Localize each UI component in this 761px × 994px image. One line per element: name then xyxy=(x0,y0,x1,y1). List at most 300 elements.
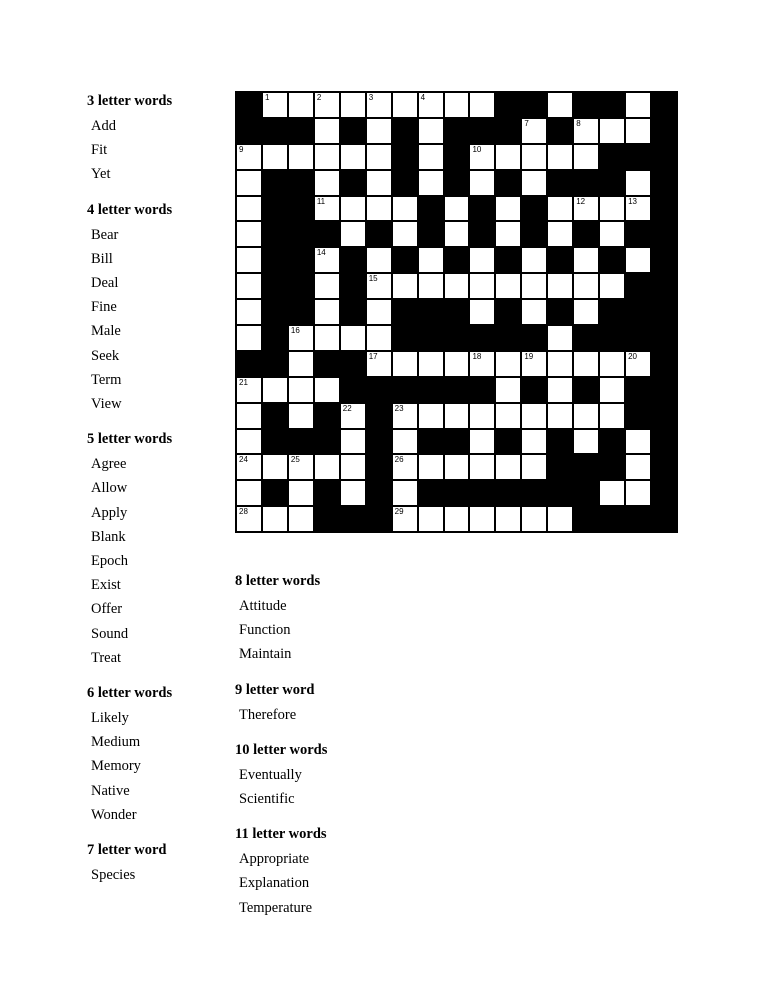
grid-block xyxy=(262,325,288,351)
grid-cell[interactable] xyxy=(366,351,392,377)
clue-number: 15 xyxy=(368,274,378,284)
grid-block xyxy=(625,377,651,403)
grid-cell[interactable] xyxy=(236,480,262,506)
grid-block xyxy=(651,454,677,480)
word-group xyxy=(235,680,435,727)
grid-cell[interactable] xyxy=(573,273,599,299)
grid-cell[interactable] xyxy=(573,299,599,325)
grid-cell[interactable] xyxy=(547,377,573,403)
grid-block xyxy=(651,377,677,403)
grid-cell[interactable] xyxy=(495,351,521,377)
grid-block xyxy=(340,247,366,273)
grid-cell[interactable] xyxy=(547,144,573,170)
grid-block xyxy=(625,273,651,299)
grid-cell[interactable] xyxy=(444,273,470,299)
grid-cell[interactable] xyxy=(314,144,340,170)
grid-cell[interactable] xyxy=(340,454,366,480)
grid-cell[interactable] xyxy=(547,325,573,351)
clue-number: 23 xyxy=(394,403,404,413)
clue-number: 12 xyxy=(576,196,586,206)
clue-number: 14 xyxy=(316,248,326,258)
grid-cell[interactable] xyxy=(288,144,314,170)
grid-cell[interactable] xyxy=(495,377,521,403)
grid-cell[interactable] xyxy=(573,429,599,455)
word-list-right xyxy=(235,571,435,933)
word-list-left xyxy=(87,91,227,900)
grid-block xyxy=(288,118,314,144)
grid-block xyxy=(573,221,599,247)
grid-block xyxy=(495,325,521,351)
grid-cell[interactable] xyxy=(236,196,262,222)
clue-number: 16 xyxy=(290,326,300,336)
grid-cell[interactable] xyxy=(392,92,418,118)
grid-block xyxy=(444,480,470,506)
grid-cell[interactable] xyxy=(625,247,651,273)
grid-block xyxy=(418,377,444,403)
grid-cell[interactable] xyxy=(599,480,625,506)
grid-cell[interactable] xyxy=(444,221,470,247)
grid-cell[interactable] xyxy=(392,429,418,455)
word-item: Blank xyxy=(91,528,126,545)
word-item: Fit xyxy=(91,142,108,159)
grid-block xyxy=(651,196,677,222)
grid-cell[interactable] xyxy=(392,454,418,480)
word-item: Agree xyxy=(91,456,127,473)
grid-cell[interactable] xyxy=(444,351,470,377)
grid-block xyxy=(262,351,288,377)
grid-block xyxy=(340,118,366,144)
grid-cell[interactable] xyxy=(418,170,444,196)
grid-cell[interactable] xyxy=(599,377,625,403)
grid-block xyxy=(625,221,651,247)
grid-cell[interactable] xyxy=(418,247,444,273)
grid-block xyxy=(495,480,521,506)
grid-cell[interactable] xyxy=(469,92,495,118)
clue-number: 5 xyxy=(575,92,580,101)
clue-number: 29 xyxy=(394,507,404,517)
grid-block xyxy=(469,221,495,247)
grid-cell[interactable] xyxy=(366,273,392,299)
grid-cell[interactable] xyxy=(392,506,418,532)
word-item: Epoch xyxy=(91,553,129,570)
grid-cell[interactable] xyxy=(288,92,314,118)
grid-block xyxy=(418,429,444,455)
grid-cell[interactable] xyxy=(521,144,547,170)
grid-cell[interactable] xyxy=(288,454,314,480)
clue-number: 8 xyxy=(576,118,581,128)
grid-cell[interactable] xyxy=(340,403,366,429)
grid-block xyxy=(651,403,677,429)
grid-cell[interactable] xyxy=(573,403,599,429)
word-item: Term xyxy=(91,371,122,388)
grid-block xyxy=(444,118,470,144)
grid-block xyxy=(547,454,573,480)
grid-cell[interactable] xyxy=(236,299,262,325)
word-group-title: 9 letter word xyxy=(235,681,315,698)
grid-block xyxy=(392,247,418,273)
grid-cell[interactable] xyxy=(314,247,340,273)
grid-cell[interactable] xyxy=(262,377,288,403)
grid-cell[interactable] xyxy=(340,429,366,455)
grid-block xyxy=(340,351,366,377)
grid-block xyxy=(444,247,470,273)
clue-number: 24 xyxy=(239,455,248,465)
grid-block xyxy=(521,92,547,118)
grid-cell[interactable] xyxy=(314,377,340,403)
grid-block xyxy=(262,170,288,196)
grid-cell[interactable] xyxy=(236,221,262,247)
grid-cell[interactable] xyxy=(625,454,651,480)
grid-cell[interactable] xyxy=(599,196,625,222)
grid-block xyxy=(262,299,288,325)
word-item: Attitude xyxy=(239,598,287,614)
grid-block xyxy=(625,506,651,532)
grid-cell[interactable] xyxy=(236,325,262,351)
grid-cell[interactable] xyxy=(521,506,547,532)
grid-cell[interactable] xyxy=(469,454,495,480)
grid-cell[interactable] xyxy=(418,92,444,118)
grid-cell[interactable] xyxy=(547,403,573,429)
grid-block xyxy=(573,92,599,118)
grid-cell[interactable] xyxy=(340,480,366,506)
grid-block xyxy=(392,325,418,351)
grid-block xyxy=(521,480,547,506)
grid-cell[interactable] xyxy=(340,92,366,118)
grid-cell[interactable] xyxy=(469,429,495,455)
clue-number: 18 xyxy=(472,351,482,361)
grid-cell[interactable] xyxy=(340,221,366,247)
grid-block xyxy=(651,506,677,532)
word-item: Memory xyxy=(91,758,141,775)
grid-cell[interactable] xyxy=(236,429,262,455)
grid-cell[interactable] xyxy=(288,325,314,351)
grid-block xyxy=(547,429,573,455)
clue-number: 11 xyxy=(316,196,326,206)
grid-cell[interactable] xyxy=(340,144,366,170)
grid-cell[interactable] xyxy=(314,325,340,351)
clue-number: 19 xyxy=(524,351,534,361)
grid-cell[interactable] xyxy=(418,403,444,429)
grid-block xyxy=(288,299,314,325)
grid-cell[interactable] xyxy=(262,454,288,480)
grid-cell[interactable] xyxy=(469,247,495,273)
clue-number: 21 xyxy=(239,377,248,387)
grid-cell[interactable] xyxy=(521,170,547,196)
grid-cell[interactable] xyxy=(625,170,651,196)
grid-cell[interactable] xyxy=(288,377,314,403)
grid-cell[interactable] xyxy=(469,170,495,196)
word-item: Add xyxy=(91,118,116,134)
grid-block xyxy=(262,118,288,144)
grid-block xyxy=(236,351,262,377)
clue-number: 6 xyxy=(653,92,658,101)
grid-block xyxy=(314,429,340,455)
grid-block xyxy=(366,403,392,429)
grid-block xyxy=(495,118,521,144)
grid-block xyxy=(392,299,418,325)
word-list xyxy=(87,452,227,670)
grid-cell[interactable] xyxy=(418,351,444,377)
grid-block xyxy=(340,377,366,403)
grid-cell[interactable] xyxy=(573,247,599,273)
grid-cell[interactable] xyxy=(625,351,651,377)
grid-block xyxy=(392,377,418,403)
grid-cell[interactable] xyxy=(262,506,288,532)
grid-cell[interactable] xyxy=(495,506,521,532)
grid-cell[interactable] xyxy=(392,403,418,429)
grid-block xyxy=(599,325,625,351)
grid-cell[interactable] xyxy=(547,221,573,247)
grid-cell[interactable] xyxy=(340,325,366,351)
grid-block xyxy=(288,273,314,299)
grid-block xyxy=(469,118,495,144)
word-item: Apply xyxy=(91,504,128,521)
grid-cell[interactable] xyxy=(392,480,418,506)
word-group-title: 11 letter words xyxy=(235,826,327,843)
grid-block xyxy=(495,299,521,325)
grid-block xyxy=(340,170,366,196)
word-group-title: 3 letter words xyxy=(87,93,173,109)
word-group-title: 8 letter words xyxy=(235,573,321,589)
grid-cell[interactable] xyxy=(340,196,366,222)
grid-block xyxy=(469,377,495,403)
grid-cell[interactable] xyxy=(314,92,340,118)
word-list xyxy=(235,847,435,920)
grid-cell[interactable] xyxy=(495,273,521,299)
grid-cell[interactable] xyxy=(521,247,547,273)
clue-number: 28 xyxy=(239,507,248,517)
grid-cell[interactable] xyxy=(418,506,444,532)
grid-cell[interactable] xyxy=(366,247,392,273)
grid-cell[interactable] xyxy=(236,144,262,170)
grid-block xyxy=(366,480,392,506)
grid-cell[interactable] xyxy=(366,118,392,144)
grid-block xyxy=(288,247,314,273)
grid-block xyxy=(521,377,547,403)
word-group xyxy=(87,429,227,670)
grid-block xyxy=(599,506,625,532)
grid-cell[interactable] xyxy=(469,299,495,325)
grid-block xyxy=(444,299,470,325)
grid-block xyxy=(651,273,677,299)
word-group-title: 7 letter word xyxy=(87,842,167,859)
word-item: Native xyxy=(91,782,130,799)
clue-number: 25 xyxy=(290,455,300,465)
grid-cell[interactable] xyxy=(288,480,314,506)
grid-cell[interactable] xyxy=(469,403,495,429)
word-item: Therefore xyxy=(239,706,297,723)
grid-block xyxy=(262,429,288,455)
grid-block xyxy=(573,377,599,403)
clue-number: 22 xyxy=(342,403,352,413)
word-item: Species xyxy=(91,867,136,884)
grid-cell[interactable] xyxy=(236,170,262,196)
grid-block xyxy=(418,480,444,506)
grid-cell[interactable] xyxy=(366,299,392,325)
grid-cell[interactable] xyxy=(418,144,444,170)
grid-block xyxy=(469,480,495,506)
grid-block xyxy=(651,429,677,455)
grid-block xyxy=(392,170,418,196)
grid-cell[interactable] xyxy=(625,480,651,506)
grid-cell[interactable] xyxy=(521,273,547,299)
grid-cell[interactable] xyxy=(625,429,651,455)
grid-cell[interactable] xyxy=(547,196,573,222)
grid-cell[interactable] xyxy=(314,299,340,325)
grid-cell[interactable] xyxy=(366,144,392,170)
grid-cell[interactable] xyxy=(444,196,470,222)
grid-cell[interactable] xyxy=(547,273,573,299)
grid-block xyxy=(573,480,599,506)
grid-block xyxy=(651,92,677,118)
grid-cell[interactable] xyxy=(573,351,599,377)
grid-cell[interactable] xyxy=(314,118,340,144)
grid-cell[interactable] xyxy=(495,221,521,247)
grid-block xyxy=(262,221,288,247)
grid-block xyxy=(366,221,392,247)
grid-block xyxy=(521,196,547,222)
grid-cell[interactable] xyxy=(521,351,547,377)
grid-cell[interactable] xyxy=(314,454,340,480)
grid-cell[interactable] xyxy=(521,299,547,325)
grid-cell[interactable] xyxy=(599,351,625,377)
word-item: Allow xyxy=(91,480,128,497)
grid-cell[interactable] xyxy=(314,273,340,299)
grid-block xyxy=(340,506,366,532)
grid-cell[interactable] xyxy=(521,429,547,455)
word-item: Explanation xyxy=(239,875,310,892)
grid-block xyxy=(366,454,392,480)
grid-cell[interactable] xyxy=(392,221,418,247)
grid-cell[interactable] xyxy=(521,118,547,144)
grid-cell[interactable] xyxy=(573,118,599,144)
clue-number: 1 xyxy=(264,93,270,102)
grid-cell[interactable] xyxy=(495,454,521,480)
word-group xyxy=(235,740,435,811)
word-item: Offer xyxy=(91,601,123,618)
grid-block xyxy=(314,506,340,532)
grid-block xyxy=(521,325,547,351)
grid-cell[interactable] xyxy=(392,273,418,299)
grid-cell[interactable] xyxy=(547,506,573,532)
word-item: Eventually xyxy=(239,766,302,783)
grid-cell[interactable] xyxy=(418,273,444,299)
grid-cell[interactable] xyxy=(469,273,495,299)
grid-cell[interactable] xyxy=(444,454,470,480)
grid-cell[interactable] xyxy=(236,454,262,480)
grid-cell[interactable] xyxy=(599,403,625,429)
grid-cell[interactable] xyxy=(469,351,495,377)
grid-cell[interactable] xyxy=(236,403,262,429)
grid-cell[interactable] xyxy=(392,196,418,222)
word-item: Likely xyxy=(91,710,129,727)
grid-cell[interactable] xyxy=(262,92,288,118)
grid-cell[interactable] xyxy=(366,92,392,118)
grid-cell[interactable] xyxy=(495,144,521,170)
grid-cell[interactable] xyxy=(418,454,444,480)
grid-block xyxy=(444,377,470,403)
grid-block xyxy=(366,429,392,455)
grid-block xyxy=(366,506,392,532)
grid-cell[interactable] xyxy=(547,92,573,118)
grid-cell[interactable] xyxy=(521,454,547,480)
grid-cell[interactable] xyxy=(625,118,651,144)
grid-cell[interactable] xyxy=(236,377,262,403)
grid-block xyxy=(262,403,288,429)
clue-number: 17 xyxy=(368,351,378,361)
word-group xyxy=(87,91,227,187)
grid-block xyxy=(573,325,599,351)
grid-cell[interactable] xyxy=(288,403,314,429)
grid-cell[interactable] xyxy=(599,273,625,299)
grid-cell[interactable] xyxy=(625,92,651,118)
grid-block xyxy=(444,144,470,170)
grid-cell[interactable] xyxy=(444,506,470,532)
grid-cell[interactable] xyxy=(288,506,314,532)
word-item: Male xyxy=(91,323,121,340)
crossword-grid xyxy=(235,91,678,533)
grid-cell[interactable] xyxy=(599,221,625,247)
grid-cell[interactable] xyxy=(599,118,625,144)
grid-cell[interactable] xyxy=(366,196,392,222)
grid-cell[interactable] xyxy=(573,144,599,170)
grid-block xyxy=(340,273,366,299)
grid-cell[interactable] xyxy=(444,92,470,118)
grid-cell[interactable] xyxy=(288,351,314,377)
grid-cell[interactable] xyxy=(521,403,547,429)
word-group xyxy=(87,200,227,417)
grid-cell[interactable] xyxy=(444,403,470,429)
grid-cell[interactable] xyxy=(366,325,392,351)
grid-cell[interactable] xyxy=(547,351,573,377)
grid-cell[interactable] xyxy=(392,351,418,377)
grid-block xyxy=(651,299,677,325)
grid-block xyxy=(599,429,625,455)
grid-block xyxy=(651,247,677,273)
grid-cell[interactable] xyxy=(495,403,521,429)
grid-block xyxy=(651,170,677,196)
grid-block xyxy=(651,221,677,247)
grid-cell[interactable] xyxy=(573,196,599,222)
grid-block xyxy=(547,299,573,325)
clue-number: 27 xyxy=(575,480,585,490)
word-group-title: 6 letter words xyxy=(87,685,173,702)
clue-number: 26 xyxy=(394,455,404,465)
grid-block xyxy=(651,325,677,351)
word-item: Maintain xyxy=(239,646,292,663)
grid-cell[interactable] xyxy=(418,118,444,144)
grid-block xyxy=(651,480,677,506)
grid-cell[interactable] xyxy=(469,506,495,532)
grid-cell[interactable] xyxy=(469,144,495,170)
grid-cell[interactable] xyxy=(314,196,340,222)
grid-cell[interactable] xyxy=(236,273,262,299)
word-item: Scientific xyxy=(239,791,295,808)
clue-number: 7 xyxy=(524,118,529,128)
grid-cell[interactable] xyxy=(366,170,392,196)
grid-block xyxy=(547,170,573,196)
grid-cell[interactable] xyxy=(236,247,262,273)
grid-cell[interactable] xyxy=(314,170,340,196)
grid-cell[interactable] xyxy=(262,144,288,170)
grid-block xyxy=(262,273,288,299)
grid-cell[interactable] xyxy=(625,196,651,222)
grid-cell[interactable] xyxy=(236,506,262,532)
word-item: Seek xyxy=(91,347,120,364)
word-item: Fine xyxy=(91,299,117,316)
word-item: Bill xyxy=(91,250,113,267)
grid-cell[interactable] xyxy=(495,196,521,222)
